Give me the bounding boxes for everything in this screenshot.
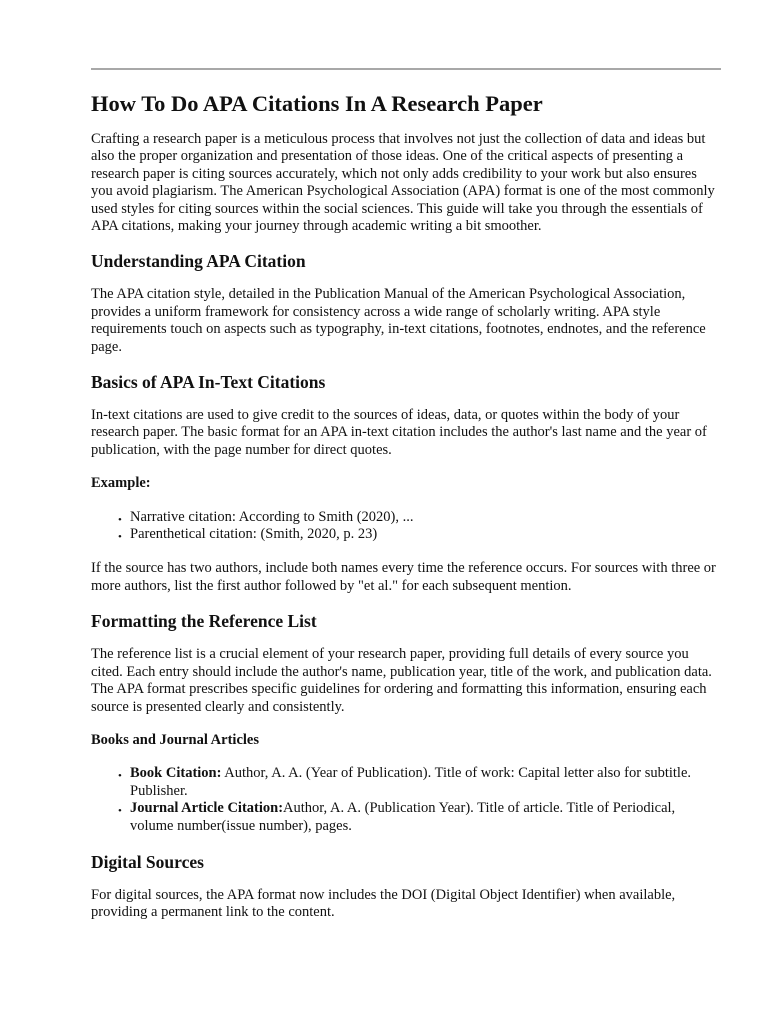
journal-citation-text: Author, A. A. (Publication Year). Title of article. Title of Periodical, volume number(issue number), pages. [130,800,676,834]
book-citation-label: Book Citation: [130,765,222,782]
example-list [91,509,721,544]
understanding-heading: Understanding APA Citation [91,251,306,272]
basics-heading: Basics of APA In-Text Citations [91,372,326,393]
bullet-icon: • [118,513,122,526]
list-item [91,765,721,800]
books-journals-subheading: Books and Journal Articles [91,731,259,748]
bullet-icon: • [118,531,122,544]
list-item [91,800,721,835]
digital-sources-paragraph: For digital sources, the APA format now includes the DOI (Digital Object Identifier) when available, providing a permanent link to the content. [91,886,676,921]
top-divider [91,68,721,70]
digital-sources-heading: Digital Sources [91,851,204,872]
document-page [91,68,721,938]
list-item [91,509,721,526]
citation-format-list [91,765,721,835]
reference-list-heading: Formatting the Reference List [91,611,317,632]
list-item [91,526,721,543]
understanding-paragraph: The APA citation style, detailed in the Publication Manual of the American Psychological Association, provides a uniform framework for consistency across a wide range of scholarly writing. APA style requirements touch on aspects such as typography, in-text citations, footnotes, endnotes, and the reference page. [91,286,706,355]
example-label: Example: [91,475,151,492]
page-title: How To Do APA Citations In A Research Paper [91,91,543,116]
authors-paragraph: If the source has two authors, include both names every time the reference occurs. For sources with three or more authors, list the first author followed by "et al." for each subsequent mention. [91,560,716,594]
bullet-icon: • [118,770,122,783]
basics-paragraph: In-text citations are used to give credit to the sources of ideas, data, or quotes within the body of your research paper. The basic format for an APA in-text citation includes the author's last name and the year of publication, with the page number for direct quotes. [91,407,707,458]
reference-list-paragraph: The reference list is a crucial element of your research paper, providing full details of every source you cited. Each entry should include the author's name, publication year, title of the work, and publication data. The APA format prescribes specific guidelines for ordering and formatting this information, ensuring each source is presented clearly and consistently. [91,646,712,715]
intro-paragraph: Crafting a research paper is a meticulous process that involves not just the collection of data and ideas but also the proper organization and presentation of those ideas. One of the critical aspects of presenting a research paper is citing sources accurately, which not only adds credibility to your work but also ensures you avoid plagiarism. The American Psychological Association (APA) format is one of the most commonly used styles for citing sources within the social sciences. This guide will take you through the essentials of APA citations, making your journey through academic writing a bit smoother. [91,131,715,235]
list-item-text: Narrative citation: According to Smith (2020), ... [130,508,414,525]
book-citation-text: Author, A. A. (Year of Publication). Title of work: Capital letter also for subtitle. Publisher. [130,765,692,799]
bullet-icon: • [118,805,122,818]
journal-citation-label: Journal Article Citation: [130,800,284,817]
list-item-text: Parenthetical citation: (Smith, 2020, p. 23) [130,526,378,543]
